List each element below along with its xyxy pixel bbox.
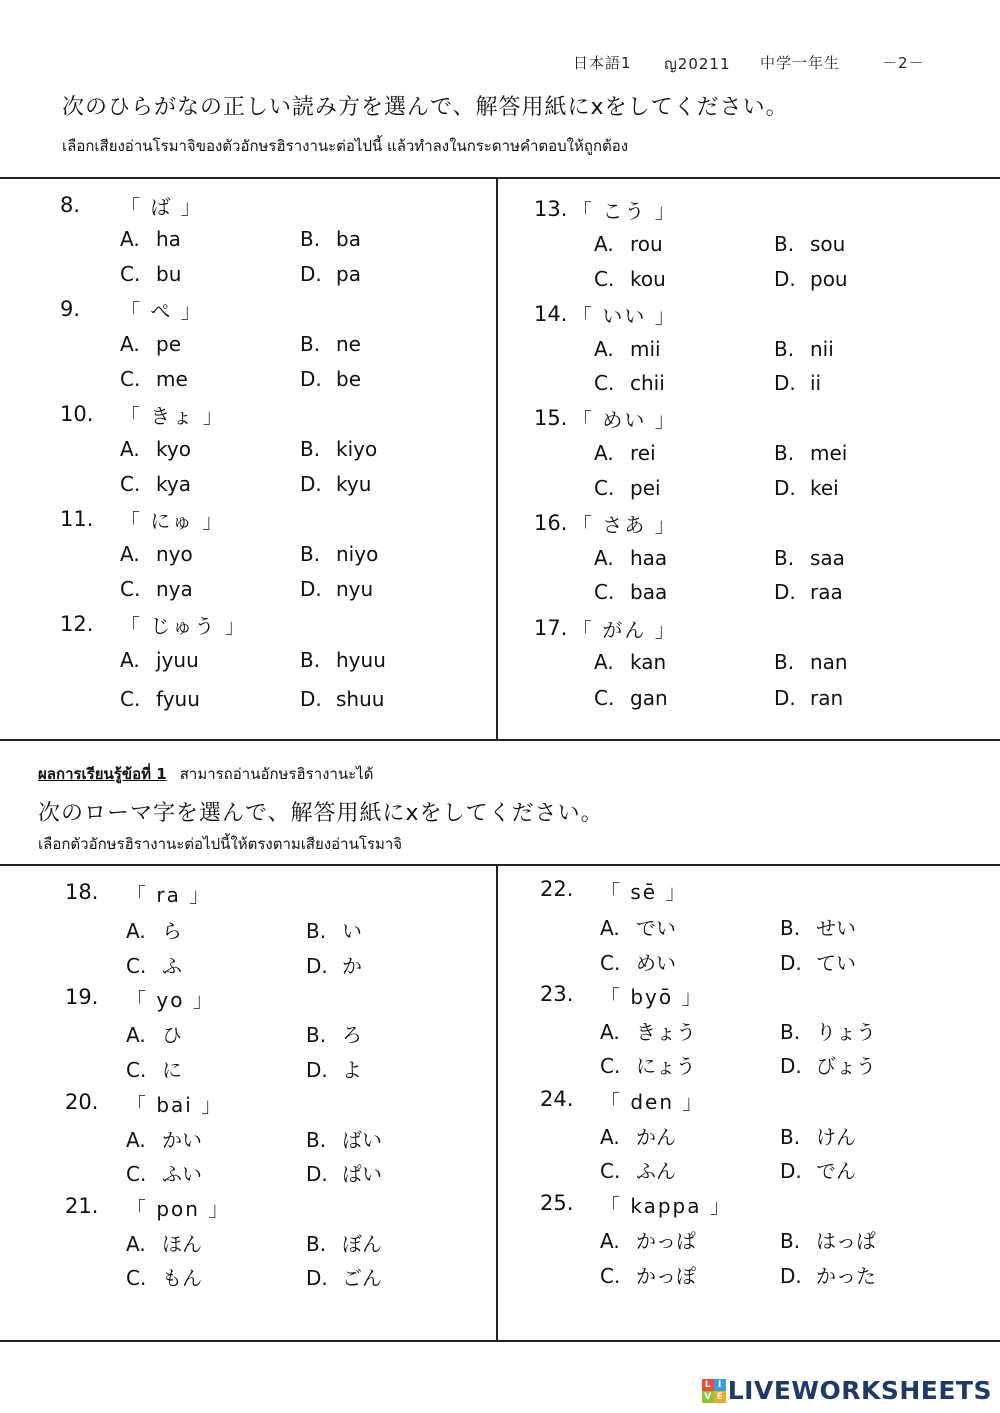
option-text: kiyo: [336, 437, 378, 461]
option-letter: B.: [306, 1128, 327, 1152]
option-text: ばい: [342, 1128, 382, 1152]
option-letter: B.: [774, 232, 795, 256]
option-a[interactable]: [600, 912, 676, 941]
question-text: 「 いい 」: [572, 304, 677, 328]
option-text: てい: [816, 951, 856, 975]
option-c[interactable]: [600, 1050, 696, 1079]
option-letter: C.: [126, 1162, 147, 1186]
option-b[interactable]: [306, 1124, 382, 1153]
option-text: ii: [810, 371, 822, 395]
question-text: 「 pon 」: [126, 1197, 231, 1221]
option-letter: B.: [300, 542, 321, 566]
option-c[interactable]: [120, 472, 191, 496]
option-letter: D.: [300, 687, 322, 711]
question-number: 16.: [534, 511, 568, 535]
option-text: niyo: [336, 542, 379, 566]
option-letter: A.: [126, 1128, 146, 1152]
option-letter: C.: [120, 262, 141, 286]
header-page: －2－: [882, 54, 925, 72]
question-text: 「 bai 」: [126, 1093, 224, 1117]
question-number: 13.: [534, 197, 568, 221]
option-b[interactable]: [300, 332, 361, 356]
option-c[interactable]: [126, 1262, 202, 1291]
option-letter: B.: [306, 919, 327, 943]
option-letter: C.: [600, 1159, 621, 1183]
option-a[interactable]: [594, 650, 666, 674]
option-d[interactable]: [780, 1155, 856, 1184]
option-text: kyo: [156, 437, 191, 461]
section2-bottom-divider: [0, 1340, 1000, 1342]
option-a[interactable]: [600, 1016, 696, 1045]
question-text: 「 きょ 」: [120, 404, 225, 428]
question-text: 「 にゅ 」: [120, 509, 225, 533]
option-letter: A.: [594, 546, 614, 570]
option-text: mei: [810, 441, 848, 465]
option-text: よ: [342, 1058, 362, 1082]
option-d[interactable]: [300, 367, 361, 391]
option-text: nan: [810, 650, 848, 674]
header-code: ญ20211: [664, 55, 731, 73]
option-b[interactable]: [774, 232, 845, 256]
option-b[interactable]: [306, 1228, 382, 1257]
option-c[interactable]: [120, 367, 188, 391]
option-letter: A.: [120, 437, 140, 461]
option-letter: D.: [774, 371, 796, 395]
option-text: ha: [156, 227, 181, 251]
option-letter: C.: [600, 1264, 621, 1288]
option-text: rei: [630, 441, 656, 465]
question-number: 21.: [65, 1194, 99, 1218]
option-a[interactable]: [126, 1019, 182, 1048]
option-c[interactable]: [600, 947, 676, 976]
option-letter: A.: [594, 441, 614, 465]
option-letter: C.: [126, 1058, 147, 1082]
option-letter: C.: [600, 951, 621, 975]
option-text: shuu: [336, 687, 385, 711]
question-text: 「 めい 」: [572, 408, 677, 432]
option-text: chii: [630, 371, 665, 395]
option-text: でい: [636, 916, 676, 940]
learning-outcome-text: สามารถอ่านอักษรฮิรางานะได้: [179, 765, 374, 783]
option-text: ごん: [342, 1266, 382, 1290]
question-text: 「 さあ 」: [572, 513, 677, 537]
liveworksheets-logo-icon: L I V E: [702, 1379, 726, 1403]
option-text: でん: [816, 1159, 856, 1183]
option-a[interactable]: [120, 648, 199, 672]
option-d[interactable]: [780, 947, 856, 976]
option-letter: B.: [774, 441, 795, 465]
option-letter: B.: [306, 1023, 327, 1047]
option-b[interactable]: [774, 650, 848, 674]
liveworksheets-logo[interactable]: [702, 1376, 992, 1405]
option-text: せい: [816, 916, 856, 940]
option-letter: B.: [300, 648, 321, 672]
section2-column-divider: [496, 865, 498, 1341]
question-text: 「 byō 」: [600, 985, 704, 1009]
option-text: かっぽ: [636, 1264, 696, 1288]
option-letter: C.: [594, 580, 615, 604]
option-letter: C.: [594, 371, 615, 395]
question-text: 「 こう 」: [572, 199, 677, 223]
option-letter: A.: [126, 1232, 146, 1256]
option-letter: A.: [126, 1023, 146, 1047]
section1-bottom-divider: [0, 739, 1000, 741]
option-letter: A.: [120, 542, 140, 566]
option-c[interactable]: [594, 686, 668, 710]
option-text: nya: [156, 577, 193, 601]
option-b[interactable]: [780, 1225, 876, 1254]
question-text: 「 ば 」: [120, 195, 203, 219]
question-number: 25.: [540, 1191, 574, 1215]
option-letter: D.: [780, 1159, 802, 1183]
option-b[interactable]: [300, 437, 377, 461]
section1-instruction-jp: 次のひらがなの正しい読み方を選んで、解答用紙にxをしてください。: [62, 95, 789, 120]
option-text: に: [162, 1058, 182, 1082]
option-text: sou: [810, 232, 846, 256]
option-b[interactable]: [780, 1016, 876, 1045]
question-text: 「 kappa 」: [600, 1194, 732, 1218]
option-d[interactable]: [774, 580, 843, 604]
question-number: 23.: [540, 982, 574, 1006]
option-d[interactable]: [774, 267, 848, 291]
question-number: 15.: [534, 406, 568, 430]
option-d[interactable]: [774, 371, 821, 395]
option-c[interactable]: [600, 1260, 696, 1289]
option-text: ne: [336, 332, 361, 356]
option-text: ろ: [342, 1023, 362, 1047]
option-text: ふん: [636, 1159, 676, 1183]
option-a[interactable]: [126, 1124, 202, 1153]
option-d[interactable]: [306, 950, 362, 979]
option-letter: C.: [120, 472, 141, 496]
option-d[interactable]: [300, 472, 371, 496]
option-text: nyu: [336, 577, 374, 601]
option-text: fyuu: [156, 687, 200, 711]
option-c[interactable]: [594, 371, 665, 395]
option-letter: A.: [594, 650, 614, 674]
option-text: かった: [816, 1264, 876, 1288]
question-text: 「 yo 」: [126, 988, 215, 1012]
option-b[interactable]: [300, 542, 378, 566]
section1-column-divider: [496, 178, 498, 740]
option-text: hyuu: [336, 648, 386, 672]
question-text: 「 ぺ 」: [120, 299, 203, 323]
option-a[interactable]: [120, 437, 191, 461]
option-text: bu: [156, 262, 182, 286]
option-text: か: [342, 954, 362, 978]
option-letter: D.: [306, 1058, 328, 1082]
option-text: kya: [156, 472, 191, 496]
option-text: もん: [162, 1266, 202, 1290]
question-text: 「 じゅう 」: [120, 614, 247, 638]
option-letter: B.: [300, 332, 321, 356]
option-text: びょう: [816, 1054, 876, 1078]
option-letter: B.: [780, 1229, 801, 1253]
section1-top-divider: [0, 177, 1000, 179]
question-number: 10.: [60, 402, 94, 426]
option-letter: C.: [120, 577, 141, 601]
option-text: ふ: [162, 954, 182, 978]
question-number: 14.: [534, 302, 568, 326]
option-letter: C.: [600, 1054, 621, 1078]
option-c[interactable]: [120, 262, 181, 286]
option-c[interactable]: [594, 267, 666, 291]
option-a[interactable]: [120, 332, 181, 356]
option-text: ひ: [162, 1023, 182, 1047]
option-a[interactable]: [600, 1121, 676, 1150]
option-letter: A.: [120, 648, 140, 672]
section1-instruction-th: เลือกเสียงอ่านโรมาจิของตัวอักษรฮิรางานะต่อไปนี้ แล้วทำลงในกระดาษคำตอบให้ถูกต้อง: [62, 137, 629, 155]
option-text: ふい: [162, 1162, 202, 1186]
option-letter: B.: [306, 1232, 327, 1256]
option-d[interactable]: [300, 262, 361, 286]
question-text: 「 den 」: [600, 1090, 705, 1114]
option-d[interactable]: [774, 686, 843, 710]
option-a[interactable]: [594, 546, 667, 570]
option-a[interactable]: [594, 232, 663, 256]
question-number: 24.: [540, 1087, 574, 1111]
option-letter: C.: [594, 267, 615, 291]
option-letter: D.: [774, 686, 796, 710]
option-d[interactable]: [306, 1158, 382, 1187]
option-b[interactable]: [780, 912, 856, 941]
option-letter: D.: [300, 262, 322, 286]
option-text: rou: [630, 232, 663, 256]
option-text: にょう: [636, 1054, 696, 1078]
option-c[interactable]: [120, 577, 193, 601]
option-letter: A.: [594, 232, 614, 256]
option-a[interactable]: [120, 227, 181, 251]
option-letter: D.: [300, 577, 322, 601]
option-text: ぱい: [342, 1162, 382, 1186]
header-grade: 中学一年生: [760, 54, 841, 72]
option-text: pa: [336, 262, 361, 286]
option-d[interactable]: [300, 687, 384, 711]
option-b[interactable]: [774, 546, 845, 570]
option-letter: B.: [780, 1020, 801, 1044]
option-a[interactable]: [126, 915, 182, 944]
option-c[interactable]: [600, 1155, 676, 1184]
question-text: 「 ra 」: [126, 883, 212, 907]
option-c[interactable]: [126, 1054, 182, 1083]
option-text: haa: [630, 546, 668, 570]
question-number: 20.: [65, 1090, 99, 1114]
option-text: gan: [630, 686, 668, 710]
option-a[interactable]: [126, 1228, 202, 1257]
option-letter: C.: [594, 686, 615, 710]
question-number: 8.: [60, 193, 81, 217]
section2-instruction-jp: 次のローマ字を選んで、解答用紙にxをしてください。: [38, 801, 604, 826]
option-text: jyuu: [156, 648, 199, 672]
option-a[interactable]: [120, 542, 193, 566]
option-text: pei: [630, 476, 661, 500]
option-letter: B.: [774, 650, 795, 674]
option-letter: D.: [306, 954, 328, 978]
option-b[interactable]: [306, 1019, 362, 1048]
option-text: ぼん: [342, 1232, 382, 1256]
option-letter: C.: [594, 476, 615, 500]
learning-outcome: [38, 762, 373, 786]
option-text: be: [336, 367, 361, 391]
option-text: ら: [162, 919, 182, 943]
option-a[interactable]: [600, 1225, 696, 1254]
option-text: nyo: [156, 542, 193, 566]
option-letter: D.: [780, 951, 802, 975]
option-d[interactable]: [780, 1050, 876, 1079]
option-letter: C.: [126, 1266, 147, 1290]
section2-top-divider: [0, 864, 1000, 866]
option-letter: A.: [600, 1229, 620, 1253]
option-text: kou: [630, 267, 666, 291]
option-text: い: [342, 919, 362, 943]
option-text: ba: [336, 227, 361, 251]
question-number: 18.: [65, 880, 99, 904]
option-text: きょう: [636, 1020, 696, 1044]
option-text: kan: [630, 650, 667, 674]
option-text: kei: [810, 476, 839, 500]
option-d[interactable]: [774, 476, 839, 500]
option-text: かん: [636, 1125, 676, 1149]
question-number: 11.: [60, 507, 94, 531]
option-c[interactable]: [126, 1158, 202, 1187]
option-letter: B.: [774, 337, 795, 361]
question-number: 22.: [540, 877, 574, 901]
option-letter: D.: [774, 580, 796, 604]
option-b[interactable]: [780, 1121, 856, 1150]
option-letter: B.: [780, 1125, 801, 1149]
option-a[interactable]: [594, 337, 661, 361]
section2-instruction-th: เลือกตัวอักษรฮิรางานะต่อไปนี้ให้ตรงตามเสียงอ่านโรมาจิ: [38, 835, 403, 853]
option-letter: B.: [300, 227, 321, 251]
option-text: baa: [630, 580, 668, 604]
option-b[interactable]: [774, 337, 834, 361]
option-letter: C.: [126, 954, 147, 978]
option-d[interactable]: [306, 1262, 382, 1291]
option-letter: D.: [306, 1162, 328, 1186]
option-text: りょう: [816, 1020, 876, 1044]
option-letter: A.: [600, 1020, 620, 1044]
option-d[interactable]: [780, 1260, 876, 1289]
option-c[interactable]: [120, 687, 200, 711]
option-letter: A.: [120, 227, 140, 251]
option-c[interactable]: [126, 950, 182, 979]
question-number: 9.: [60, 297, 81, 321]
option-text: かい: [162, 1128, 202, 1152]
option-text: ほん: [162, 1232, 202, 1256]
option-letter: A.: [594, 337, 614, 361]
option-text: pe: [156, 332, 181, 356]
option-text: pou: [810, 267, 848, 291]
option-text: mii: [630, 337, 661, 361]
option-letter: A.: [126, 919, 146, 943]
option-letter: D.: [300, 472, 322, 496]
option-letter: C.: [120, 687, 141, 711]
option-letter: D.: [774, 267, 796, 291]
option-c[interactable]: [594, 580, 667, 604]
option-d[interactable]: [300, 577, 373, 601]
option-text: raa: [810, 580, 843, 604]
option-text: me: [156, 367, 188, 391]
option-b[interactable]: [306, 915, 362, 944]
option-text: saa: [810, 546, 845, 570]
option-text: はっぱ: [816, 1229, 876, 1253]
option-letter: B.: [780, 916, 801, 940]
option-text: nii: [810, 337, 834, 361]
liveworksheets-logo-text: LIVEWORKSHEETS: [727, 1376, 992, 1405]
option-text: めい: [636, 951, 676, 975]
learning-outcome-label: ผลการเรียนรู้ข้อที่ 1: [38, 765, 167, 783]
option-b[interactable]: [300, 648, 386, 672]
option-c[interactable]: [594, 476, 661, 500]
option-letter: D.: [300, 367, 322, 391]
question-number: 17.: [534, 616, 568, 640]
option-letter: A.: [600, 916, 620, 940]
option-d[interactable]: [306, 1054, 362, 1083]
option-letter: D.: [780, 1054, 802, 1078]
option-letter: A.: [120, 332, 140, 356]
option-letter: D.: [780, 1264, 802, 1288]
question-text: 「 がん 」: [572, 618, 677, 642]
option-letter: B.: [774, 546, 795, 570]
header-subject: 日本語1: [573, 54, 632, 72]
option-a[interactable]: [594, 441, 656, 465]
option-letter: C.: [120, 367, 141, 391]
option-letter: D.: [774, 476, 796, 500]
question-number: 12.: [60, 612, 94, 636]
option-b[interactable]: [774, 441, 847, 465]
option-text: けん: [816, 1125, 856, 1149]
question-number: 19.: [65, 985, 99, 1009]
option-letter: A.: [600, 1125, 620, 1149]
option-letter: B.: [300, 437, 321, 461]
option-text: かっぱ: [636, 1229, 696, 1253]
option-letter: D.: [306, 1266, 328, 1290]
option-b[interactable]: [300, 227, 361, 251]
question-text: 「 sē 」: [600, 880, 688, 904]
option-text: kyu: [336, 472, 372, 496]
option-text: ran: [810, 686, 844, 710]
